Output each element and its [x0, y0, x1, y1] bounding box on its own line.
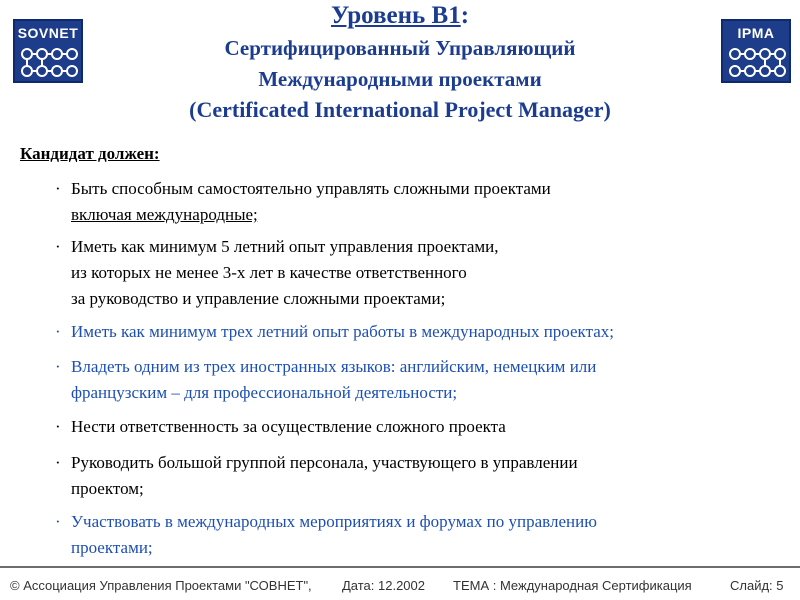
item-line: французским – для профессиональной деятельности; [71, 383, 458, 402]
sovnet-logo-text: SOVNET [17, 25, 79, 41]
bullet: · [55, 512, 61, 531]
item-line: Руководить большой группой персонала, участвующего в управлении [71, 453, 578, 472]
title-level-line [0, 2, 800, 30]
item-line: Нести ответственность за осуществление сложного проекта [71, 417, 506, 436]
bullet: · [55, 417, 61, 436]
bullet: · [55, 357, 61, 376]
candidate-heading: Кандидат должен: [20, 144, 160, 163]
item-line: Быть способным самостоятельно управлять сложными проектами [71, 179, 551, 198]
item-line: проектами; [71, 538, 153, 557]
bullet: · [55, 237, 61, 256]
item-line: Иметь как минимум 5 летний опыт управления проектами, [71, 237, 499, 256]
footer-copyright: © Ассоциация Управления Проектами "СОВНЕТ", [10, 578, 312, 593]
title-colon: : [460, 2, 470, 29]
footer-slide-number: Слайд: 5 [730, 578, 784, 593]
footer-divider [0, 566, 800, 568]
item-line: Участвовать в международных мероприятиях и форумах по управлению [71, 512, 597, 531]
title-line-4: (Certificated International Project Manager) [189, 97, 611, 122]
title-level: Уровень B1 [330, 2, 461, 29]
footer-date: Дата: 12.2002 [342, 578, 426, 593]
item-line: за руководство и управление сложными проектами; [71, 289, 446, 308]
bullet: · [55, 179, 61, 198]
ipma-logo-text: IPMA [737, 25, 775, 41]
footer-topic: ТЕМА : Международная Сертификация [453, 578, 692, 593]
item-line: из которых не менее 3-х лет в качестве ответственного [71, 263, 467, 282]
item-line: Владеть одним из трех иностранных языков: английским, немецким или [71, 357, 597, 376]
title-line-2: Сертифицированный Управляющий [224, 36, 576, 60]
item-line: проектом; [71, 479, 144, 498]
item-line: Иметь как минимум трех летний опыт работы в международных проектах; [71, 322, 614, 341]
title-line-3: Международными проектами [258, 67, 542, 91]
item-line: включая международные; [71, 205, 258, 224]
bullet: · [55, 453, 61, 472]
bullet: · [55, 322, 61, 341]
